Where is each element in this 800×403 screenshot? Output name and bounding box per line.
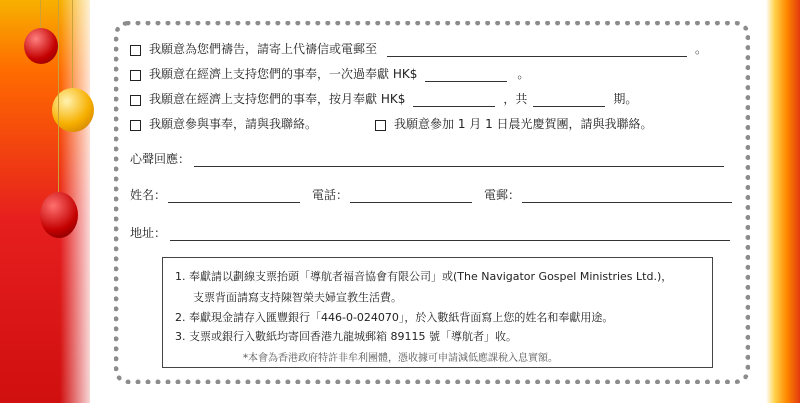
row3-end: 期。 [613,92,638,106]
email-field[interactable] [522,190,732,203]
one-time-amount-field[interactable] [425,69,507,82]
name-field[interactable] [168,190,300,203]
monthly-gift-row [130,90,637,107]
instruction-2: 2. 奉獻現金請存入匯豐銀行「446-0-024070」，於入數紙背面寫上您的姓名和奉獻用途。 [175,311,614,324]
response-label: 心聲回應： [130,152,191,166]
instruction-1-detail: 支票背面請寫支持陳智榮夫婦宣教生活費。 [193,291,402,304]
prayer-option-label: 我願意為您們禱告，請寄上代禱信或電郵至 [149,42,378,56]
email-label: 電郵： [484,188,521,202]
serve-option-label: 我願意參與事奉，請與我聯絡。 [149,117,318,131]
monthly-periods-field[interactable] [533,94,605,107]
red-ornament-icon [40,192,78,238]
instruction-3: 3. 支票或銀行入數紙均寄回香港九龍城郵箱 89115 號「導航者」收。 [175,330,517,343]
row2-end: 。 [517,67,530,81]
address-row [130,224,730,241]
name-label: 姓名： [130,188,167,202]
donation-instructions-box [162,257,713,368]
instruction-1: 1. 奉獻請以劃線支票抬頭「導航者福音協會有限公司」或(The Navigator Gospel Ministries Ltd.)， [175,270,673,283]
row3-mid: ，共 [503,92,528,106]
row1-end: 。 [695,42,708,56]
celebration-checkbox[interactable] [375,120,386,131]
ornament-string [58,0,59,196]
monthly-gift-label: 我願意在經濟上支持您們的事奉，按月奉獻 HK$ [149,92,406,106]
one-time-gift-checkbox[interactable] [130,70,141,81]
celebration-option-row [375,115,653,132]
phone-field[interactable] [350,190,472,203]
serve-checkbox[interactable] [130,120,141,131]
ornament-string [40,0,41,30]
one-time-gift-row [130,65,529,82]
serve-option-row [130,115,317,132]
ornament-string [72,0,73,92]
left-christmas-decoration [0,0,90,403]
celebration-option-label: 我願意參加 1 月 1 日晨光慶賀團，請與我聯絡。 [394,117,653,131]
monthly-gift-checkbox[interactable] [130,95,141,106]
right-decoration-strip [766,0,800,403]
phone-label: 電話： [312,188,349,202]
response-row [130,150,724,167]
prayer-email-field[interactable] [387,44,687,57]
prayer-checkbox[interactable] [130,45,141,56]
contact-row [130,186,732,203]
tax-note: *本會為香港政府特許非牟利團體，憑收據可申請減低應課稅入息實額。 [243,353,558,364]
address-field[interactable] [170,228,730,241]
red-ornament-icon [24,28,58,64]
prayer-option-row [130,40,707,57]
address-label: 地址： [130,226,167,240]
monthly-amount-field[interactable] [413,94,495,107]
response-field[interactable] [194,154,724,167]
one-time-gift-label: 我願意在經濟上支持您們的事奉，一次過奉獻 HK$ [149,67,418,81]
